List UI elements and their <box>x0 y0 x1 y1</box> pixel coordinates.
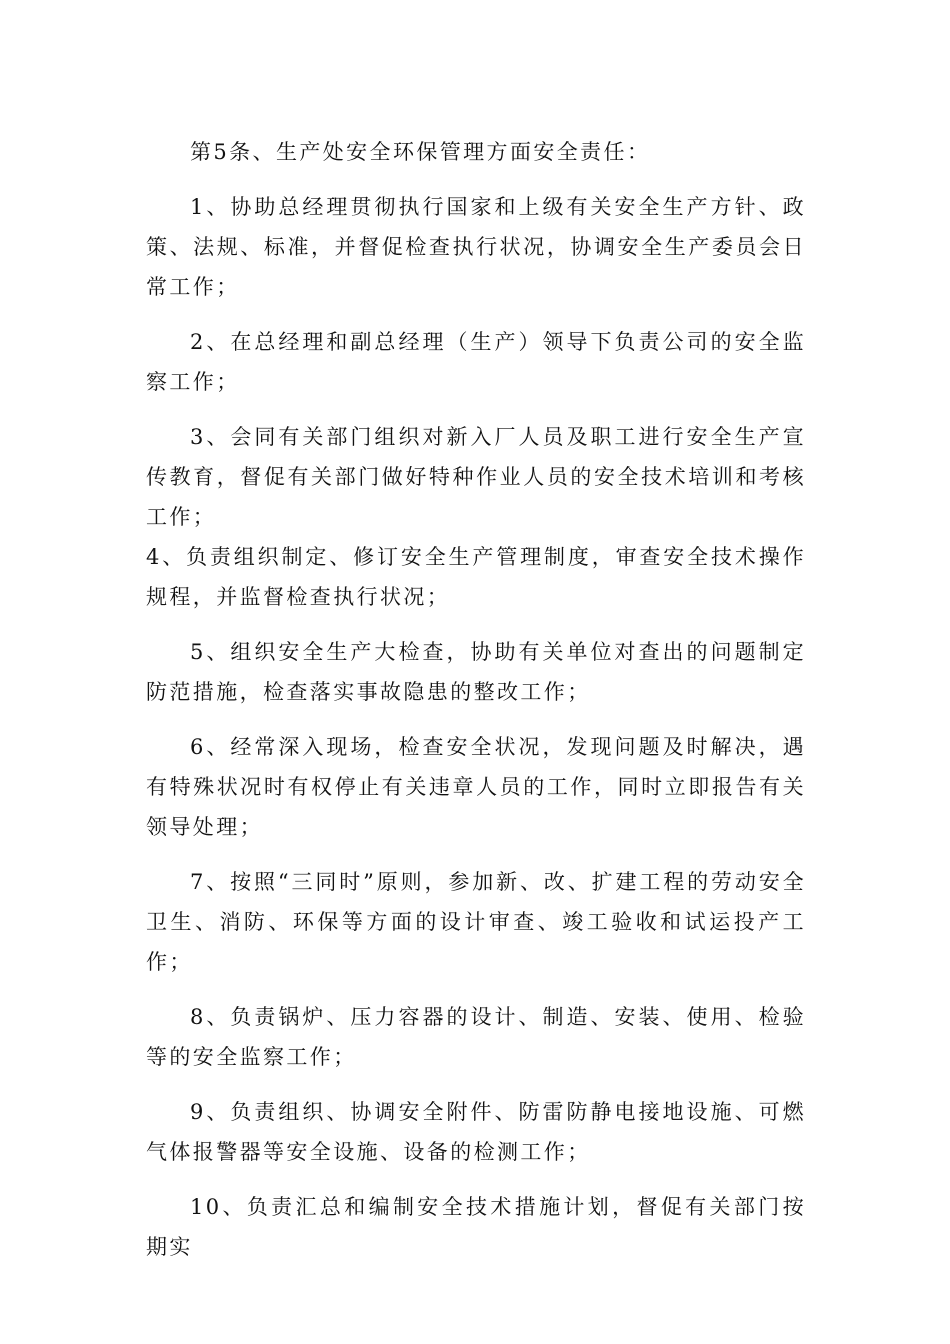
clause-2: 2、在总经理和副总经理（生产）领导下负责公司的安全监察工作； <box>146 330 806 394</box>
document-body <box>146 132 806 1282</box>
clause-6: 6、经常深入现场，检查安全状况，发现问题及时解决，遇有特殊状况时有权停止有关违章人员的工作，同时立即报告有关领导处理； <box>146 735 806 839</box>
clause-9: 9、负责组织、协调安全附件、防雷防静电接地设施、可燃气体报警器等安全设施、设备的检测工作； <box>146 1100 806 1164</box>
clause-7: 7、按照“三同时”原则，参加新、改、扩建工程的劳动安全卫生、消防、环保等方面的设计审查、竣工验收和试运投产工作； <box>146 870 806 974</box>
clause-8: 8、负责锅炉、压力容器的设计、制造、安装、使用、检验等的安全监察工作； <box>146 1005 806 1069</box>
clause-1: 1、协助总经理贯彻执行国家和上级有关安全生产方针、政策、法规、标准，并督促检查执行状况，协调安全生产委员会日常工作； <box>146 195 806 299</box>
clause-5: 5、组织安全生产大检查，协助有关单位对查出的问题制定防范措施，检查落实事故隐患的整改工作； <box>146 640 806 704</box>
clause-3: 3、会同有关部门组织对新入厂人员及职工进行安全生产宣传教育，督促有关部门做好特种作业人员的安全技术培训和考核工作； <box>146 425 806 529</box>
clause-10: 10、负责汇总和编制安全技术措施计划，督促有关部门按期实 <box>146 1195 806 1259</box>
clause-4: 4、负责组织制定、修订安全生产管理制度，审查安全技术操作规程，并监督检查执行状况； <box>146 545 806 609</box>
section-heading: 第5条、生产处安全环保管理方面安全责任： <box>190 140 651 164</box>
